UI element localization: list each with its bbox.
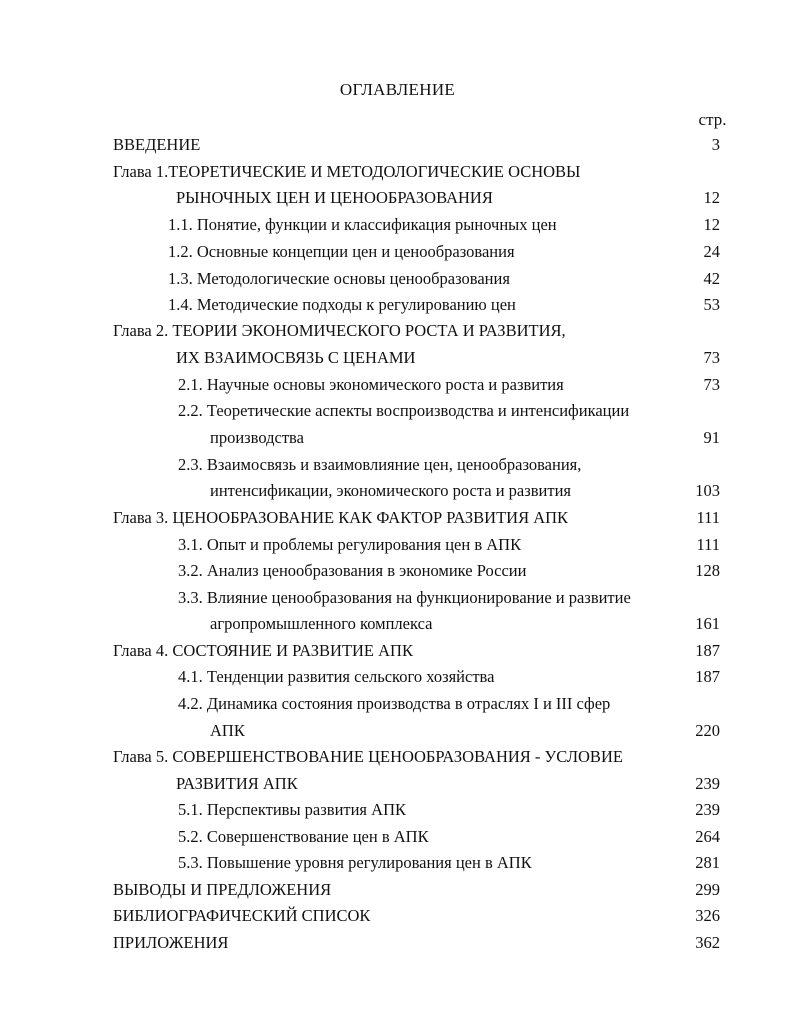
- toc-entry-text: агропромышленного комплекса: [210, 614, 433, 633]
- toc-entry-text: ВВЕДЕНИЕ: [113, 135, 201, 154]
- toc-entry-text: Глава 3. ЦЕНООБРАЗОВАНИЕ КАК ФАКТОР РАЗВИТИЯ АПК: [113, 508, 569, 527]
- toc-entry-text: 1.4. Методические подходы к регулированию цен: [168, 295, 516, 314]
- toc-entry-page: 281: [695, 853, 720, 872]
- toc-section-2-3-line-2[interactable]: [0, 480, 795, 502]
- toc-entry-text: ПРИЛОЖЕНИЯ: [113, 933, 229, 952]
- toc-entry-text: Глава 4. СОСТОЯНИЕ И РАЗВИТИЕ АПК: [113, 641, 413, 660]
- toc-entry-text: производства: [210, 428, 304, 447]
- toc-chapter-1-line-2[interactable]: [0, 187, 795, 209]
- toc-entry-text: 2.1. Научные основы экономического роста и развития: [178, 375, 564, 394]
- toc-section-2-2-line-1[interactable]: [0, 400, 795, 422]
- toc-section-5-3[interactable]: [0, 852, 795, 874]
- toc-entry-page: 264: [695, 827, 720, 846]
- toc-entry-text: ВЫВОДЫ И ПРЕДЛОЖЕНИЯ: [113, 880, 332, 899]
- toc-section-4-1[interactable]: [0, 666, 795, 688]
- toc-entry-conclusions[interactable]: [0, 879, 795, 901]
- toc-entry-page: 111: [696, 535, 720, 554]
- toc-entry-page: 299: [695, 880, 720, 899]
- toc-entry-text: 5.1. Перспективы развития АПК: [178, 800, 406, 819]
- toc-entry-text: 4.1. Тенденции развития сельского хозяйства: [178, 667, 495, 686]
- toc-chapter-3[interactable]: [0, 507, 795, 529]
- toc-entry-page: 24: [703, 242, 720, 261]
- toc-entry-page: 12: [703, 215, 720, 234]
- toc-entry-page: 103: [695, 481, 720, 500]
- page-title: ОГЛАВЛЕНИЕ: [339, 80, 456, 99]
- toc-section-4-2-line-1[interactable]: [0, 693, 795, 715]
- toc-entry-text: 1.1. Понятие, функции и классификация рыночных цен: [168, 215, 557, 234]
- toc-entry-page: 161: [695, 614, 720, 633]
- toc-entry-bibliography[interactable]: [0, 905, 795, 927]
- toc-entry-text: 5.2. Совершенствование цен в АПК: [178, 827, 429, 846]
- toc-entry-text: 1.3. Методологические основы ценообразования: [168, 269, 510, 288]
- page-column-header: стр.: [698, 110, 727, 129]
- toc-entry-page: 91: [703, 428, 720, 447]
- toc-entry-text: 3.1. Опыт и проблемы регулирования цен в АПК: [178, 535, 522, 554]
- toc-entry-text: Глава 2. ТЕОРИИ ЭКОНОМИЧЕСКОГО РОСТА И РАЗВИТИЯ,: [113, 321, 566, 340]
- toc-entry-page: 362: [695, 933, 720, 952]
- toc-section-1-1[interactable]: [0, 214, 795, 236]
- toc-entry-text: 1.2. Основные концепции цен и ценообразования: [168, 242, 515, 261]
- toc-section-4-2-line-2[interactable]: [0, 720, 795, 742]
- toc-entry-text: РЫНОЧНЫХ ЦЕН И ЦЕНООБРАЗОВАНИЯ: [176, 188, 493, 207]
- toc-section-1-2[interactable]: [0, 241, 795, 263]
- toc-chapter-1-line-1[interactable]: [0, 161, 795, 183]
- toc-entry-page: 3: [711, 135, 720, 154]
- toc-entry-page: 128: [695, 561, 720, 580]
- toc-section-2-2-line-2[interactable]: [0, 427, 795, 449]
- toc-chapter-5-line-1[interactable]: [0, 746, 795, 768]
- toc-entry-page: 239: [695, 800, 720, 819]
- toc-entry-page: 42: [703, 269, 720, 288]
- toc-entry-page: 187: [695, 641, 720, 660]
- toc-chapter-2-line-2[interactable]: [0, 347, 795, 369]
- toc-section-3-3-line-1[interactable]: [0, 587, 795, 609]
- toc-entry-page: 73: [703, 375, 720, 394]
- toc-entry-text: ИХ ВЗАИМОСВЯЗЬ С ЦЕНАМИ: [176, 348, 416, 367]
- toc-section-5-1[interactable]: [0, 799, 795, 821]
- toc-chapter-4[interactable]: [0, 640, 795, 662]
- toc-entry-page: 220: [695, 721, 720, 740]
- toc-entry-text: 2.2. Теоретические аспекты воспроизводства и интенсификации: [178, 401, 630, 420]
- toc-entry-text: Глава 5. СОВЕРШЕНСТВОВАНИЕ ЦЕНООБРАЗОВАНИЯ - УСЛОВИЕ: [113, 747, 623, 766]
- toc-entry-text: БИБЛИОГРАФИЧЕСКИЙ СПИСОК: [113, 906, 371, 925]
- toc-entry-text: интенсификации, экономического роста и развития: [210, 481, 571, 500]
- toc-entry-appendices[interactable]: [0, 932, 795, 954]
- toc-entry-text: РАЗВИТИЯ АПК: [176, 774, 298, 793]
- toc-section-3-3-line-2[interactable]: [0, 613, 795, 635]
- toc-entry-page: 239: [695, 774, 720, 793]
- toc-entry-text: 3.3. Влияние ценообразования на функционирование и развитие: [178, 588, 631, 607]
- toc-entry-text: АПК: [210, 721, 245, 740]
- toc-entry-text: 2.3. Взаимосвязь и взаимовлияние цен, ценообразования,: [178, 455, 582, 474]
- toc-entry-text: 4.2. Динамика состояния производства в отраслях I и III сфер: [178, 694, 611, 713]
- toc-entry-intro[interactable]: [0, 134, 795, 156]
- toc-entry-page: 326: [695, 906, 720, 925]
- toc-entry-text: Глава 1.ТЕОРЕТИЧЕСКИЕ И МЕТОДОЛОГИЧЕСКИЕ ОСНОВЫ: [113, 162, 581, 181]
- toc-section-1-4[interactable]: [0, 294, 795, 316]
- toc-chapter-5-line-2[interactable]: [0, 773, 795, 795]
- toc-entry-page: 111: [696, 508, 720, 527]
- toc-section-5-2[interactable]: [0, 826, 795, 848]
- toc-entry-text: 3.2. Анализ ценообразования в экономике России: [178, 561, 527, 580]
- toc-entry-page: 73: [703, 348, 720, 367]
- toc-entry-page: 187: [695, 667, 720, 686]
- toc-chapter-2-line-1[interactable]: [0, 320, 795, 342]
- toc-section-2-1[interactable]: [0, 374, 795, 396]
- toc-entry-page: 12: [703, 188, 720, 207]
- toc-section-2-3-line-1[interactable]: [0, 454, 795, 476]
- toc-section-3-2[interactable]: [0, 560, 795, 582]
- toc-entry-page: 53: [703, 295, 720, 314]
- toc-section-3-1[interactable]: [0, 534, 795, 556]
- toc-section-1-3[interactable]: [0, 268, 795, 290]
- toc-entry-text: 5.3. Повышение уровня регулирования цен в АПК: [178, 853, 532, 872]
